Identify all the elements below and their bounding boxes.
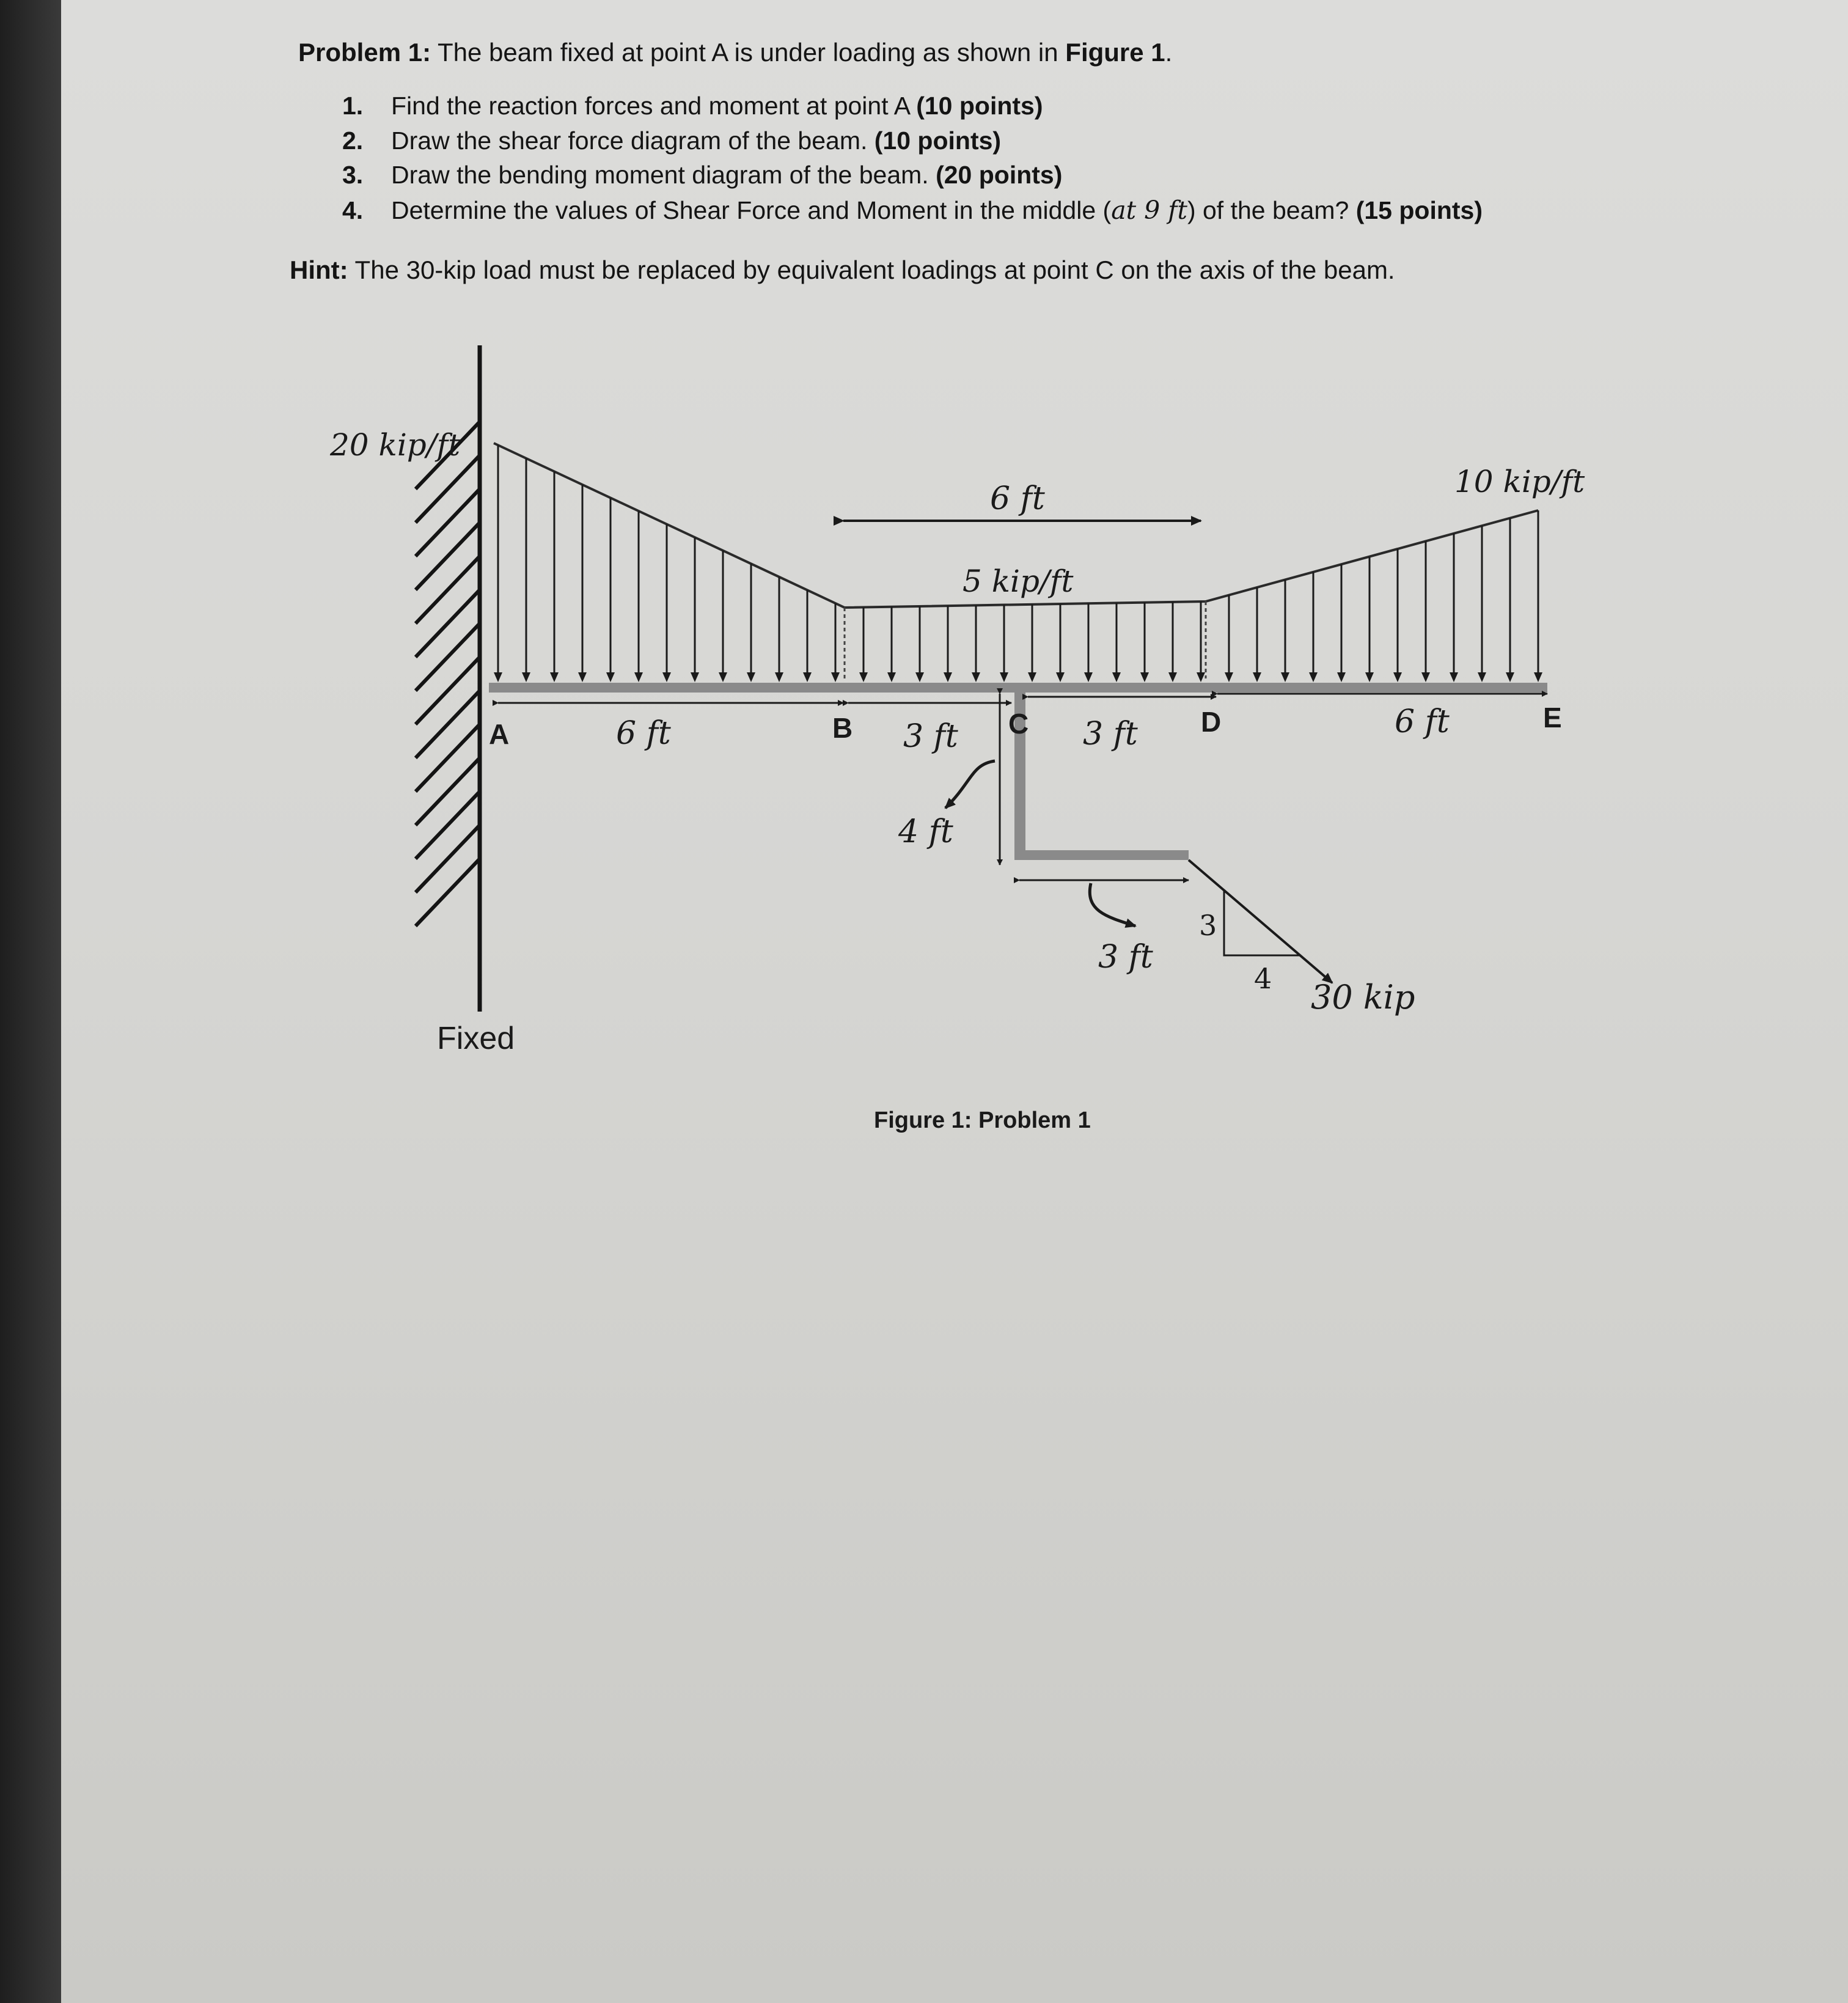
load-arrow-head xyxy=(1450,672,1458,682)
load-arrow-head xyxy=(494,672,502,682)
load-arrow-head xyxy=(1534,672,1542,682)
point-label-b: B xyxy=(832,712,853,744)
load-arrow-head xyxy=(747,672,755,682)
dimension-label-top: 6 ft xyxy=(990,480,1045,517)
load-label-left: 20 kip/ft xyxy=(330,427,461,463)
task-math: at 9 ft xyxy=(1111,196,1187,225)
hatch-line xyxy=(416,455,480,523)
slope-rise-label: 3 xyxy=(1199,909,1217,942)
load-arrow-head xyxy=(1365,672,1374,682)
load-arrow-head xyxy=(522,672,530,682)
load-arrow-head xyxy=(1028,672,1036,682)
load-arrow-head xyxy=(1140,672,1149,682)
wall-hatching xyxy=(416,422,480,926)
point-label-d: D xyxy=(1201,706,1222,738)
load-arrow-head xyxy=(944,672,952,682)
leader-curve-vertical xyxy=(945,761,995,808)
load-arrow-head xyxy=(859,672,868,682)
problem-text-end: . xyxy=(1165,38,1173,67)
load-arrow-head xyxy=(1506,672,1514,682)
hatch-line xyxy=(416,724,480,792)
task-text: Determine the values of Shear Force and Moment in the middle ( xyxy=(391,196,1112,224)
dimension-label-horizontal: 3 ft xyxy=(1098,939,1153,976)
task-text: Find the reaction forces and moment at point A xyxy=(391,92,917,120)
load-arrow-head xyxy=(915,672,924,682)
task-number: 2. xyxy=(342,127,364,155)
load-arrow-head xyxy=(634,672,643,682)
bracket-horizontal xyxy=(1014,850,1189,860)
load-arrow-head xyxy=(578,672,587,682)
figure-caption: Figure 1: Problem 1 xyxy=(874,1108,1091,1133)
load-arrow-head xyxy=(887,672,896,682)
load-arrow-head xyxy=(691,672,699,682)
support-label: Fixed xyxy=(437,1021,515,1056)
leader-curve-horizontal xyxy=(1090,883,1135,926)
load-arrow-head xyxy=(1421,672,1430,682)
task-number: 1. xyxy=(342,92,364,120)
hatch-line xyxy=(416,556,480,623)
load-arrow-head xyxy=(1084,672,1093,682)
dimension-label-bc: 3 ft xyxy=(903,718,958,755)
hatch-line xyxy=(416,590,480,657)
dimension-label-ab: 6 ft xyxy=(616,715,671,752)
task-text: Draw the bending moment diagram of the beam. xyxy=(391,161,936,189)
task-text: Draw the shear force diagram of the beam. xyxy=(391,127,875,155)
task-number: 3. xyxy=(342,161,364,189)
problem-label: Problem 1: xyxy=(298,38,431,67)
load-label-right: 10 kip/ft xyxy=(1454,464,1585,499)
load-arrow-head xyxy=(1393,672,1402,682)
problem-text: The beam fixed at point A is under loading as shown in xyxy=(431,38,1066,67)
figure-reference: Figure 1 xyxy=(1065,38,1165,67)
slope-run-label: 4 xyxy=(1254,962,1272,995)
load-arrow-head xyxy=(1253,672,1261,682)
dimension-label-vertical: 4 ft xyxy=(898,814,953,850)
hatch-line xyxy=(416,657,480,724)
load-arrow-head xyxy=(1309,672,1318,682)
load-arrow-head xyxy=(662,672,671,682)
load-arrow-head xyxy=(1168,672,1177,682)
task-points: (10 points) xyxy=(916,92,1043,120)
point-label-c: C xyxy=(1008,708,1029,740)
load-arrow-head xyxy=(1112,672,1121,682)
task-points: (20 points) xyxy=(936,161,1063,189)
hint-text: The 30-kip load must be replaced by equivalent loadings at point C on the axis of the beam. xyxy=(348,255,1395,284)
load-arrow-head xyxy=(775,672,783,682)
hatch-line xyxy=(416,792,480,859)
load-arrow-head xyxy=(1056,672,1065,682)
load-arrow-head xyxy=(1197,672,1205,682)
point-load-label: 30 kip xyxy=(1311,978,1415,1016)
task-text-end: ) of the beam? xyxy=(1187,196,1356,224)
load-arrow-head xyxy=(803,672,812,682)
load-arrow-head xyxy=(1000,672,1008,682)
task-number: 4. xyxy=(342,196,364,224)
load-arrow-head xyxy=(550,672,559,682)
hatch-line xyxy=(416,489,480,556)
task-points: (10 points) xyxy=(874,127,1002,155)
dimension-label-de: 6 ft xyxy=(1395,704,1450,740)
hatch-line xyxy=(416,825,480,892)
hatch-line xyxy=(416,523,480,590)
hatch-line xyxy=(416,623,480,691)
hatch-line xyxy=(416,859,480,926)
load-arrow-head xyxy=(606,672,615,682)
load-arrow-head xyxy=(1337,672,1346,682)
load-arrow-head xyxy=(972,672,980,682)
load-arrow-head xyxy=(1281,672,1289,682)
load-arrow-head xyxy=(719,672,727,682)
task-points: (15 points) xyxy=(1355,196,1483,224)
hatch-line xyxy=(416,758,480,825)
load-arrow-head xyxy=(1478,672,1486,682)
load-arrow-head xyxy=(1225,672,1233,682)
point-label-e: E xyxy=(1543,702,1562,733)
load-arrow-head xyxy=(831,672,840,682)
point-label-a: A xyxy=(489,718,510,750)
load-label-mid: 5 kip/ft xyxy=(963,564,1074,599)
hatch-line xyxy=(416,691,480,758)
hint-label: Hint: xyxy=(290,255,348,284)
dimension-label-cd: 3 ft xyxy=(1083,716,1138,752)
